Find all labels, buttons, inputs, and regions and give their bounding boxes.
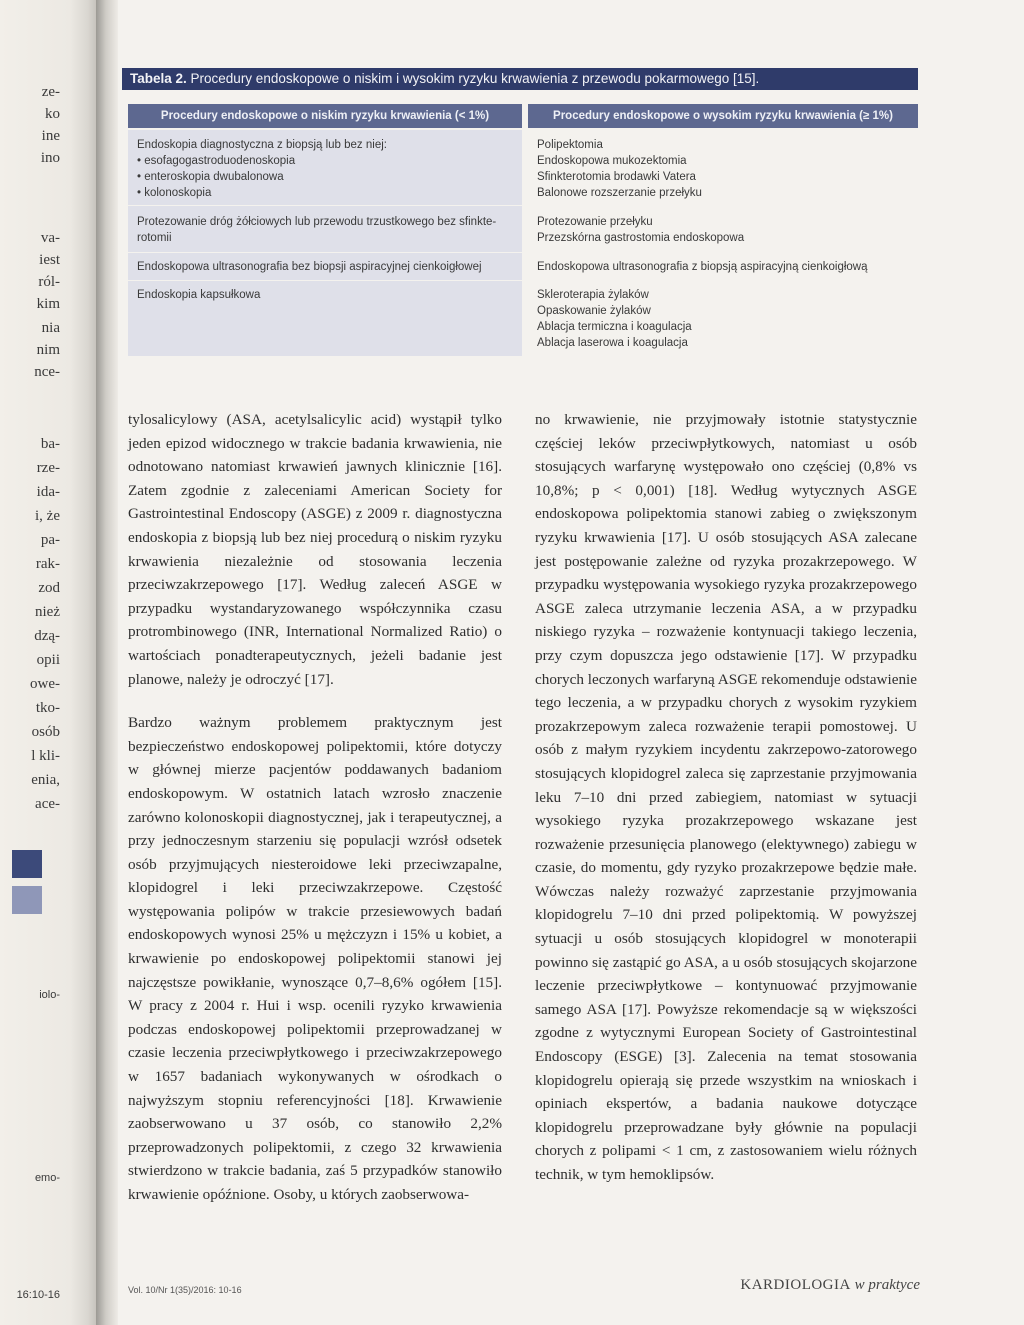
journal-name bbox=[740, 1277, 920, 1294]
list-item: Protezowanie przełyku bbox=[537, 216, 653, 228]
previous-page-fragment: emo- bbox=[34, 1172, 60, 1184]
list-item: • kolonoskopia bbox=[137, 185, 509, 201]
previous-page-fragment: iest bbox=[39, 252, 60, 268]
list-item: Endoskopowa ultrasonografia z biopsją aspiracyjną cienkoigłową bbox=[537, 261, 868, 273]
table-cell-high-4 bbox=[537, 287, 907, 351]
table-cell-high-2 bbox=[537, 214, 907, 246]
list-item: Balonowe rozszerzanie przełyku bbox=[537, 187, 702, 199]
previous-page-fragment: opii bbox=[36, 652, 60, 668]
list-item: • enteroskopia dwubalonowa bbox=[137, 169, 509, 185]
previous-page-fragment: ze- bbox=[41, 84, 60, 100]
table-cell-low-1 bbox=[137, 137, 509, 201]
table-row-separator bbox=[128, 252, 522, 253]
table-cell-text: Endoskopia diagnostyczna z biopsją lub bez niej: bbox=[137, 139, 387, 151]
table-cell-high-3 bbox=[537, 259, 907, 275]
journal-name-suffix: w praktyce bbox=[850, 1277, 920, 1293]
table-row-separator bbox=[128, 205, 522, 206]
table-cell-high-1 bbox=[537, 137, 907, 201]
list-item: • esofagogastroduodenoskopia bbox=[137, 153, 509, 169]
list-item: Endoskopowa mukozektomia bbox=[537, 155, 687, 167]
list-item: Ablacja termiczna i koagulacja bbox=[537, 321, 692, 333]
table-cell-list bbox=[137, 153, 509, 201]
previous-page-fragment: rze- bbox=[36, 460, 60, 476]
previous-page-fragment: pa- bbox=[40, 532, 60, 548]
previous-page-text bbox=[0, 0, 60, 1325]
previous-page-fragment: ida- bbox=[36, 484, 60, 500]
previous-page-fragment: nież bbox=[35, 604, 60, 620]
table-caption-label: Tabela 2. bbox=[130, 71, 187, 86]
list-item: Przezskórna gastrostomia endoskopowa bbox=[537, 232, 745, 244]
table-row-separator bbox=[128, 280, 522, 281]
paragraph: no krwawienie, nie przyjmowały istotnie statystycznie częściej leków przeciwpłytkowych, natomiast u osób stosujących warfarynę występowało ono częściej (0,8% vs 10,8%; p < 0,001) [18]. Według wytycznych ASGE endoskopowa polipektomia stanowi zabieg o zwiększonym ryzyku krwawienia [17]. U osób stosujących ASA zalecane jest postępowanie zależne od ryzyka prozakrzepowego. W przypadku występowania wysokiego ryzyka prozakrzepowego ASGE zaleca utrzymanie leczenia ASA, a w przypadku niskiego ryzyka – rozważenie kontynuacji takiego leczenia, przy czym dopuszcza jego odstawienie [17]. W przypadku chorych leczonych warfaryną ASGE rekomenduje odstawienie tego leczenia, a w przypadku chorych z wysokim ryzykiem prozakrzepowym zaleca rozważenie terapii pomostowej. U osób z małym ryzykiem incydentu zakrzepowo-zatorowego stosujących klopidogrel zaleca się zaprzestanie przyjmowania leku 7–10 dni przed zabiegiem, natomiast w sytuacji wysokiego ryzyka prozakrzepowego wskazane jest rozważenie przesunięcia planowego (elektywnego) zabiegu w czasie, do momentu, gdy ryzyko prozakrzepowe będzie małe. Wówczas należy rozważyć zaprzestanie przyjmowania klopidogrelu 7–10 dni przed polipektomią. W powyższej sytuacji u osób stosujących klopidogrel w monoterapii powinno się zastąpić go ASA, a u osób stosujących skojarzone leczenie przeciwpłytkowe – kontynuować przyjmowanie samego ASA [17]. Powyższe rekomendacje są w większości zgodne z wytycznymi European Society of Gastrointestinal Endoscopy (ESGE) [3]. Zalecenia na temat stosowania klopidogrelu opierają się przede wszystkim na wnioskach i opiniach ekspertów, a badania naukowe dotyczące klopidogrelu przeprowadzane były głównie na populacji chorych z polipami < 1 cm, z zastosowaniem wielu różnych technik, w tym hemoklipsów. bbox=[535, 411, 917, 1183]
list-item: Polipektomia bbox=[537, 139, 603, 151]
journal-name-main: KARDIOLOGIA bbox=[740, 1277, 851, 1293]
previous-page-fragment: iolo- bbox=[39, 989, 60, 1001]
previous-page-fragment: enia, bbox=[31, 772, 60, 788]
previous-page-fragment: ace- bbox=[35, 796, 60, 812]
color-tab-light bbox=[12, 886, 42, 914]
previous-page-fragment: osób bbox=[31, 724, 60, 740]
previous-page-fragment: 16:10-16 bbox=[16, 1289, 60, 1301]
previous-page-edge bbox=[0, 0, 100, 1325]
table-cell-low-4: Endoskopia kapsułkowa bbox=[137, 289, 261, 301]
previous-page-fragment: ine bbox=[41, 128, 60, 144]
book-gutter bbox=[96, 0, 118, 1325]
list-item: Sfinkterotomia brodawki Vatera bbox=[537, 171, 696, 183]
list-item: Opaskowanie żylaków bbox=[537, 305, 651, 317]
color-tab-dark bbox=[12, 850, 42, 878]
previous-page-fragment: nia bbox=[41, 320, 60, 336]
previous-page-fragment: ino bbox=[40, 150, 60, 166]
previous-page-fragment: tko- bbox=[35, 700, 60, 716]
paragraph: Bardzo ważnym problemem praktycznym jest bezpieczeństwo endoskopowej polipektomii, które dotyczy w głównej mierze pacjentów poddawanych badaniom endoskopowym. W ostatnich latach wzrosło znaczenie zarówno kolonoskopii diagnostycznej, jak i terapeutycznej, a przy jednoczesnym starzeniu się populacji wzrósł odsetek osób przyjmujących niesteroidowe leki przeciwzapalne, klopidogrel i leki przeciwzakrzepowe. Częstość występowania polipów w trakcie przesiewowych badań endoskopowych wynosi 25% u mężczyzn i 15% u kobiet, a krwawienie po endoskopowej polipektomii stanowi jej najczęstsze powikłanie, wynoszące 0,7–8,6% ogółem [15]. W pracy z 2004 r. Hui i wsp. ocenili ryzyko krwawienia podczas endoskopowej polipektomii przeprowadzanej w czasie leczenia przeciwpłytkowego i przeciwzakrzepowego w 1657 badaniach wykonywanych w ośrodkach o najwyższym stopniu referencyjności [18]. Krwawienie zaobserwowano u 37 osób, co stanowiło 2,2% przeprowadzonych polipektomii, z czego 32 krwawienia stwierdzono w trakcie badania, zaś 5 przypadków stanowiło krwawienie opóźnione. Osoby, u których zaobserwowa- bbox=[128, 714, 502, 1203]
previous-page-fragment: ba- bbox=[40, 436, 60, 452]
previous-page-fragment: ko bbox=[45, 106, 60, 122]
previous-page-fragment: dzą- bbox=[34, 628, 60, 644]
body-column-left bbox=[128, 408, 502, 1207]
previous-page-fragment: nce- bbox=[34, 364, 60, 380]
previous-page-fragment: ról- bbox=[38, 274, 60, 290]
table-caption bbox=[122, 68, 918, 90]
previous-page-fragment: zod bbox=[38, 580, 60, 596]
body-column-right bbox=[535, 408, 917, 1187]
table-header-low-risk: Procedury endoskopowe o niskim ryzyku krwawienia (< 1%) bbox=[128, 104, 522, 128]
previous-page-fragment: kim bbox=[36, 296, 60, 312]
table-cell-low-2: Protezowanie dróg żółciowych lub przewodu trzustkowego bez sfinkte-rotomii bbox=[137, 216, 497, 244]
table-cell-low-3: Endoskopowa ultrasonografia bez biopsji aspiracyjnej cienkoigłowej bbox=[137, 261, 482, 273]
previous-page-fragment: owe- bbox=[30, 676, 60, 692]
table-header-high-risk: Procedury endoskopowe o wysokim ryzyku krwawienia (≥ 1%) bbox=[528, 104, 918, 128]
list-item: Ablacja laserowa i koagulacja bbox=[537, 337, 688, 349]
list-item: Skleroterapia żylaków bbox=[537, 289, 649, 301]
previous-page-fragment: nim bbox=[36, 342, 60, 358]
issue-info: Vol. 10/Nr 1(35)/2016: 10-16 bbox=[128, 1285, 242, 1295]
previous-page-fragment: va- bbox=[40, 230, 60, 246]
previous-page-fragment: i, że bbox=[35, 508, 60, 524]
previous-page-fragment: rak- bbox=[35, 556, 60, 572]
table-caption-text: Procedury endoskopowe o niskim i wysokim ryzyku krwawienia z przewodu pokarmowego [15]. bbox=[186, 71, 760, 86]
paragraph: tylosalicylowy (ASA, acetylsalicylic acid) wystąpił tylko jeden epizod widocznego w trakcie badania krwawienia, nie odnotowano natomiast krwawień jawnych klinicznie [16]. Zatem zgodnie z zaleceniami American Society for Gastrointestinal Endoscopy (ASGE) z 2009 r. diagnostyczna endoskopia z biopsją lub bez niej procedurą o niskim ryzyku krwawienia niezależnie od stosowania leczenia przeciwzakrzepowego [17]. Według zaleceń ASGE w przypadku wystandaryzowanego współczynnika czasu protrombinowego (INR, International Normalized Ratio) o wartościach ponadterapeutycznych, jeżeli badanie jest planowe, należy je odroczyć [17]. bbox=[128, 411, 502, 688]
previous-page-fragment: l kli- bbox=[31, 748, 60, 764]
